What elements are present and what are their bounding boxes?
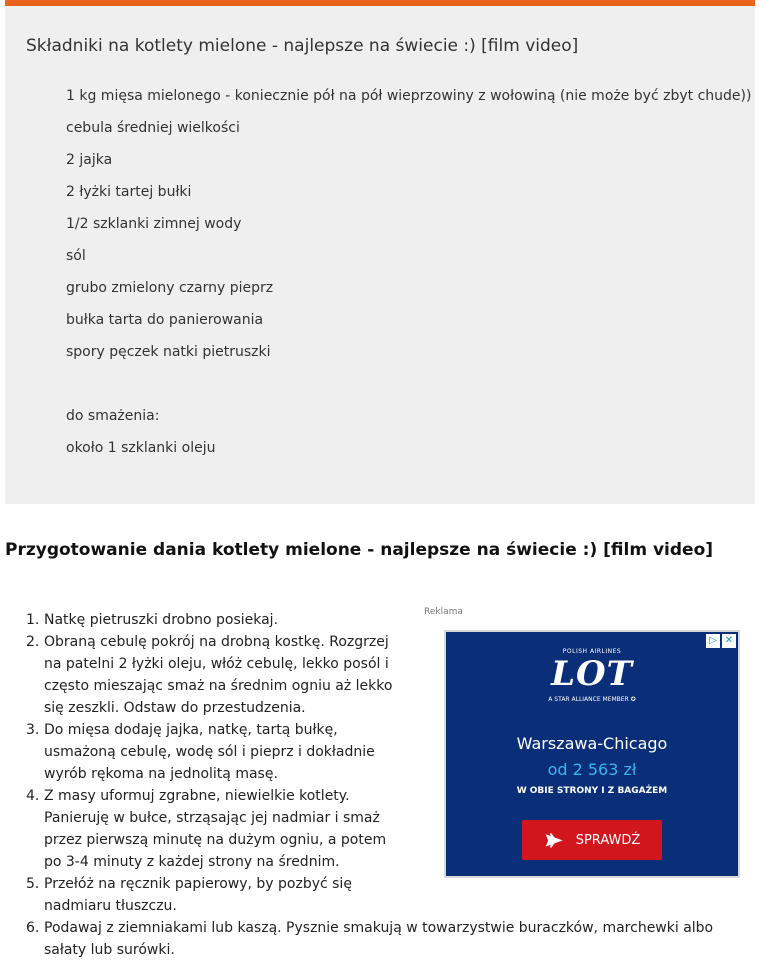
ad-close-icon[interactable]: ✕ <box>722 634 736 648</box>
step-number: 4. <box>26 788 40 804</box>
ingredients-box <box>5 0 755 504</box>
ingredient-item: cebula średniej wielkości <box>66 120 240 136</box>
step-item <box>0 631 404 719</box>
ad-airline-name: POLISH AIRLINES <box>562 648 622 655</box>
ad-price: od 2 563 zł <box>547 760 637 779</box>
step-number: 1. <box>26 612 40 628</box>
step-number: 6. <box>26 920 40 936</box>
step-item <box>0 785 404 873</box>
ingredients-title: Składniki na kotlety mielone - najlepsze na świecie :) [film video] <box>26 36 579 56</box>
ingredient-item: spory pęczek natki pietruszki <box>66 344 271 360</box>
ingredient-item: 2 łyżki tartej bułki <box>66 184 192 200</box>
adchoices-icon[interactable]: ▷ <box>706 634 720 648</box>
ingredient-item: bułka tarta do panierowania <box>66 312 264 328</box>
lot-logo: LOT <box>551 654 633 694</box>
step-number: 3. <box>26 722 40 738</box>
ingredient-item: 1 kg mięsa mielonego - koniecznie pół na pół wieprzowiny z wołowiną (nie może być zbyt chude)) <box>66 88 752 104</box>
frying-label: do smażenia: <box>66 408 160 424</box>
ad-cta-label: SPRAWDŹ <box>575 832 641 848</box>
preparation-title: Przygotowanie dania kotlety mielone - najlepsze na świecie :) [film video] <box>5 540 714 560</box>
ingredient-item: 1/2 szklanki zimnej wody <box>66 216 242 232</box>
step-item <box>0 917 749 961</box>
ad-cta-button[interactable] <box>522 820 662 860</box>
ingredient-item-oil: około 1 szklanki oleju <box>66 440 216 456</box>
ingredient-item: grubo zmielony czarny pieprz <box>66 280 274 296</box>
ad-headline: Warszawa-Chicago <box>516 734 668 753</box>
ad-badges <box>706 634 736 648</box>
step-item <box>0 719 404 785</box>
ad-label: Reklama <box>424 607 463 617</box>
step-text: Przełóż na ręcznik papierowy, by pozbyć się nadmiaru tłuszczu. <box>44 876 352 914</box>
lot-advertisement[interactable] <box>444 630 740 878</box>
ingredient-item: 2 jajka <box>66 152 113 168</box>
ad-subline: W OBIE STRONY I Z BAGAŻEM <box>516 786 668 796</box>
step-text: Obraną cebulę pokrój na drobną kostkę. Rozgrzej na patelni 2 łyżki oleju, włóż cebulę, lekko posól i często mieszając smaż na średnim ogniu aż lekko się zeszkli. Odstaw do przestudzenia. <box>44 634 393 716</box>
ingredient-item: sól <box>66 248 86 264</box>
step-number: 2. <box>26 634 40 650</box>
ad-alliance-text: A STAR ALLIANCE MEMBER ✪ <box>548 696 636 703</box>
step-item <box>0 609 404 631</box>
step-item <box>0 873 404 917</box>
step-text: Z masy uformuj zgrabne, niewielkie kotlety. Panieruję w bułce, strząsając jej nadmiar i smaż przez pierwszą minutę na dużym ogniu, a potem po 3-4 minuty z każdej strony na średnim. <box>44 788 387 870</box>
step-text: Do mięsa dodaję jajka, natkę, tartą bułkę, usmażoną cebulę, wodę sól i pieprz i dokładnie wyrób rękoma na jednolitą masę. <box>44 722 375 782</box>
step-number: 5. <box>26 876 40 892</box>
step-text: Podawaj z ziemniakami lub kaszą. Pysznie smakują w towarzystwie buraczków, marchewki albo sałaty lub surówki. <box>44 920 714 958</box>
plane-icon <box>544 830 564 850</box>
step-text: Natkę pietruszki drobno posiekaj. <box>44 612 279 628</box>
